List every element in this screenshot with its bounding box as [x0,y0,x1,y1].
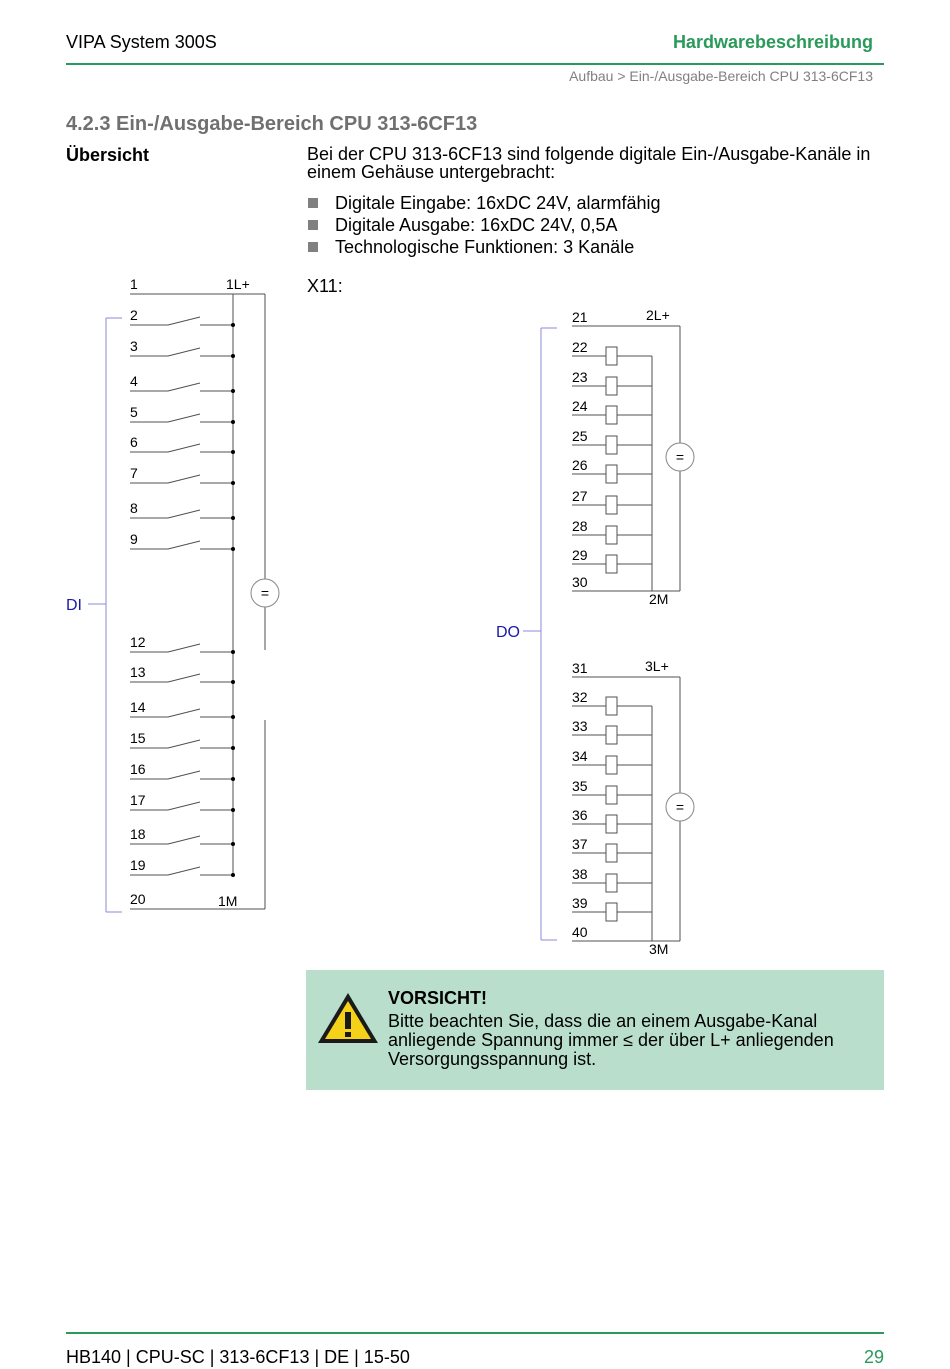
switch-contact [168,709,200,717]
switch-contact [168,414,200,422]
pin-label: 15 [130,730,146,746]
load-resistor [606,697,617,715]
switch-contact [168,771,200,779]
pin-label: 24 [572,398,588,414]
section-heading: 4.2.3 Ein-/Ausgabe-Bereich CPU 313-6CF13 [66,113,478,135]
pin-label: 33 [572,718,588,734]
group-label-do: DO [496,624,520,641]
load-resistor [606,377,617,395]
pin-label: 39 [572,895,588,911]
switch-contact [168,674,200,682]
connector-label: X11: [307,276,343,296]
feature-text: Digitale Ausgabe: 16xDC 24V, 0,5A [335,215,618,235]
load-resistor [606,726,617,744]
pin-label: 35 [572,778,588,794]
load-resistor [606,786,617,804]
switch-contact [168,475,200,483]
pin-label: 32 [572,689,588,705]
load-resistor [606,874,617,892]
junction-dot [231,715,235,719]
load-resistor [606,347,617,365]
junction-dot [231,680,235,684]
feature-text: Technologische Funktionen: 3 Kanäle [335,237,635,257]
switch-contact [168,541,200,549]
intro-paragraph: Bei der CPU 313-6CF13 sind folgende digitale Ein-/Ausgabe-Kanäle in einem Gehäuse untergebracht: [307,144,871,182]
do-wiring [496,307,694,957]
junction-dot [231,808,235,812]
pin-label: 36 [572,807,588,823]
junction-dot [231,389,235,393]
page-number: 29 [863,1347,884,1367]
chapter-title: Hardwarebeschreibung [672,32,873,52]
junction-dot [231,873,235,877]
pin-label: 2 [130,307,138,323]
group-label-di: DI [66,597,82,614]
switch-contact [168,510,200,518]
pin-label: 20 [130,891,146,907]
supply-label: 2L+ [646,307,670,323]
pin-label: 1 [130,276,138,292]
load-resistor [606,844,617,862]
pin-label: 4 [130,373,138,389]
junction-dot [231,450,235,454]
warning-triangle-icon [316,990,380,1046]
pin-label: 14 [130,699,146,715]
footer-reference: HB140 | CPU-SC | 313-6CF13 | DE | 15-50 [66,1347,410,1367]
load-resistor [606,903,617,921]
side-label: Übersicht [66,145,150,165]
pin-label: 6 [130,434,138,450]
switch-contact [168,867,200,875]
junction-dot [231,323,235,327]
warning-box [306,970,884,1090]
pin-label: 19 [130,857,146,873]
load-resistor [606,526,617,544]
load-resistor [606,406,617,424]
pin-label: 23 [572,369,588,385]
pin-label: 9 [130,531,138,547]
switch-contact [168,740,200,748]
pin-label: 7 [130,465,138,481]
breadcrumb: Aufbau > Ein-/Ausgabe-Bereich CPU 313-6CF13 [569,68,873,84]
supply-label: 3L+ [645,658,669,674]
pin-label: 25 [572,428,588,444]
di-wiring [66,276,279,912]
junction-dot [231,650,235,654]
pin-label: 22 [572,339,588,355]
ground-label: 2M [649,591,669,607]
ground-label: 1M [218,893,238,909]
junction-dot [231,354,235,358]
pin-label: 21 [572,309,588,325]
junction-dot [231,547,235,551]
pin-label: 26 [572,457,588,473]
dc-supply-label: = [675,449,685,465]
pin-label: 13 [130,664,146,680]
pin-label: 12 [130,634,146,650]
junction-dot [231,777,235,781]
switch-contact [168,317,200,325]
load-resistor [606,555,617,573]
pin-label: 3 [130,338,138,354]
switch-contact [168,383,200,391]
ground-label: 3M [649,941,669,957]
pin-label: 28 [572,518,588,534]
footer-rule [66,1332,884,1334]
switch-contact [168,644,200,652]
load-resistor [606,496,617,514]
pin-label: 29 [572,547,588,563]
switch-contact [168,802,200,810]
pin-label: 40 [572,924,588,940]
junction-dot [231,420,235,424]
switch-contact [168,348,200,356]
pin-label: 34 [572,748,588,764]
switch-contact [168,836,200,844]
warning-title: VORSICHT! [388,988,487,1008]
load-resistor [606,815,617,833]
load-resistor [606,756,617,774]
dc-supply-label: = [260,585,270,601]
pin-label: 8 [130,500,138,516]
supply-label: 1L+ [226,276,250,292]
pin-label: 38 [572,866,588,882]
pin-label: 31 [572,660,588,676]
pin-label: 16 [130,761,146,777]
pin-label: 37 [572,836,588,852]
dc-supply-label: = [675,799,685,815]
junction-dot [231,481,235,485]
junction-dot [231,746,235,750]
document-title: VIPA System 300S [66,32,217,52]
warning-text: Bitte beachten Sie, dass die an einem Ausgabe-Kanal anliegende Spannung immer ≤ der über L+ anliegenden Versorgungsspannung ist. [388,1011,834,1069]
load-resistor [606,465,617,483]
pin-label: 17 [130,792,146,808]
feature-text: Digitale Eingabe: 16xDC 24V, alarmfähig [335,193,661,213]
pin-label: 5 [130,404,138,420]
pin-label: 30 [572,574,588,590]
switch-contact [168,444,200,452]
junction-dot [231,842,235,846]
junction-dot [231,516,235,520]
load-resistor [606,436,617,454]
pin-label: 18 [130,826,146,842]
pin-label: 27 [572,488,588,504]
